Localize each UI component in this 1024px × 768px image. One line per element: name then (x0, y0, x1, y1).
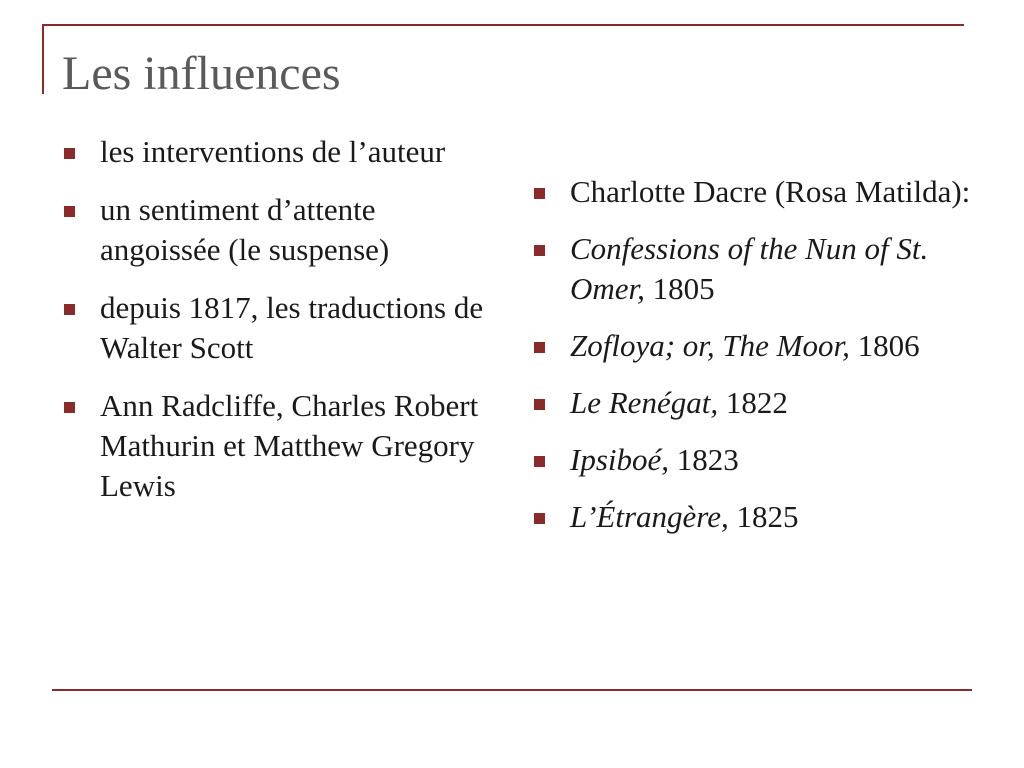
list-item-text: depuis 1817, les traductions de Walter Scott (100, 290, 484, 365)
left-bullet-list (62, 132, 492, 524)
list-item-text: Charlotte Dacre (Rosa Matilda): (570, 174, 971, 209)
list-item (532, 440, 972, 480)
square-bullet-icon (534, 342, 545, 353)
list-item (62, 190, 492, 270)
list-item (62, 132, 492, 172)
right-bullet-list (532, 172, 972, 554)
square-bullet-icon (534, 456, 545, 467)
list-item (62, 288, 492, 368)
list-item-text: 1806 (849, 328, 920, 363)
square-bullet-icon (534, 245, 545, 256)
list-item-text: 1805 (644, 271, 715, 306)
frame-left-rule (42, 24, 44, 94)
list-item (532, 229, 972, 309)
list-item-italic: Confessions of the Nun of St. Omer, (570, 231, 929, 306)
list-item (532, 326, 972, 366)
list-item-italic: L’Étrangère, (570, 499, 729, 534)
list-item-text: un sentiment d’attente angoissée (le suspense) (100, 192, 390, 267)
square-bullet-icon (64, 402, 75, 413)
list-item-text: 1825 (728, 499, 799, 534)
list-item (532, 383, 972, 423)
list-item (532, 172, 972, 212)
square-bullet-icon (64, 304, 75, 315)
list-item-italic: Le Renégat, (570, 385, 719, 420)
list-item-text: 1823 (669, 442, 739, 477)
list-item-italic: Ipsiboé, (570, 442, 670, 477)
list-item (532, 497, 972, 537)
square-bullet-icon (534, 513, 545, 524)
square-bullet-icon (534, 188, 545, 199)
square-bullet-icon (534, 399, 545, 410)
square-bullet-icon (64, 206, 75, 217)
square-bullet-icon (64, 148, 75, 159)
frame-top-rule (42, 24, 964, 26)
list-item (62, 386, 492, 506)
list-item-text: 1822 (718, 385, 788, 420)
list-item-text: les interventions de l’auteur (100, 134, 446, 169)
slide-title: Les influences (62, 47, 341, 100)
list-item-text: Ann Radcliffe, Charles Robert Mathurin et Matthew Gregory Lewis (100, 388, 479, 503)
frame-bottom-rule (52, 689, 972, 691)
list-item-italic: Zofloya; or, The Moor, (570, 328, 850, 363)
